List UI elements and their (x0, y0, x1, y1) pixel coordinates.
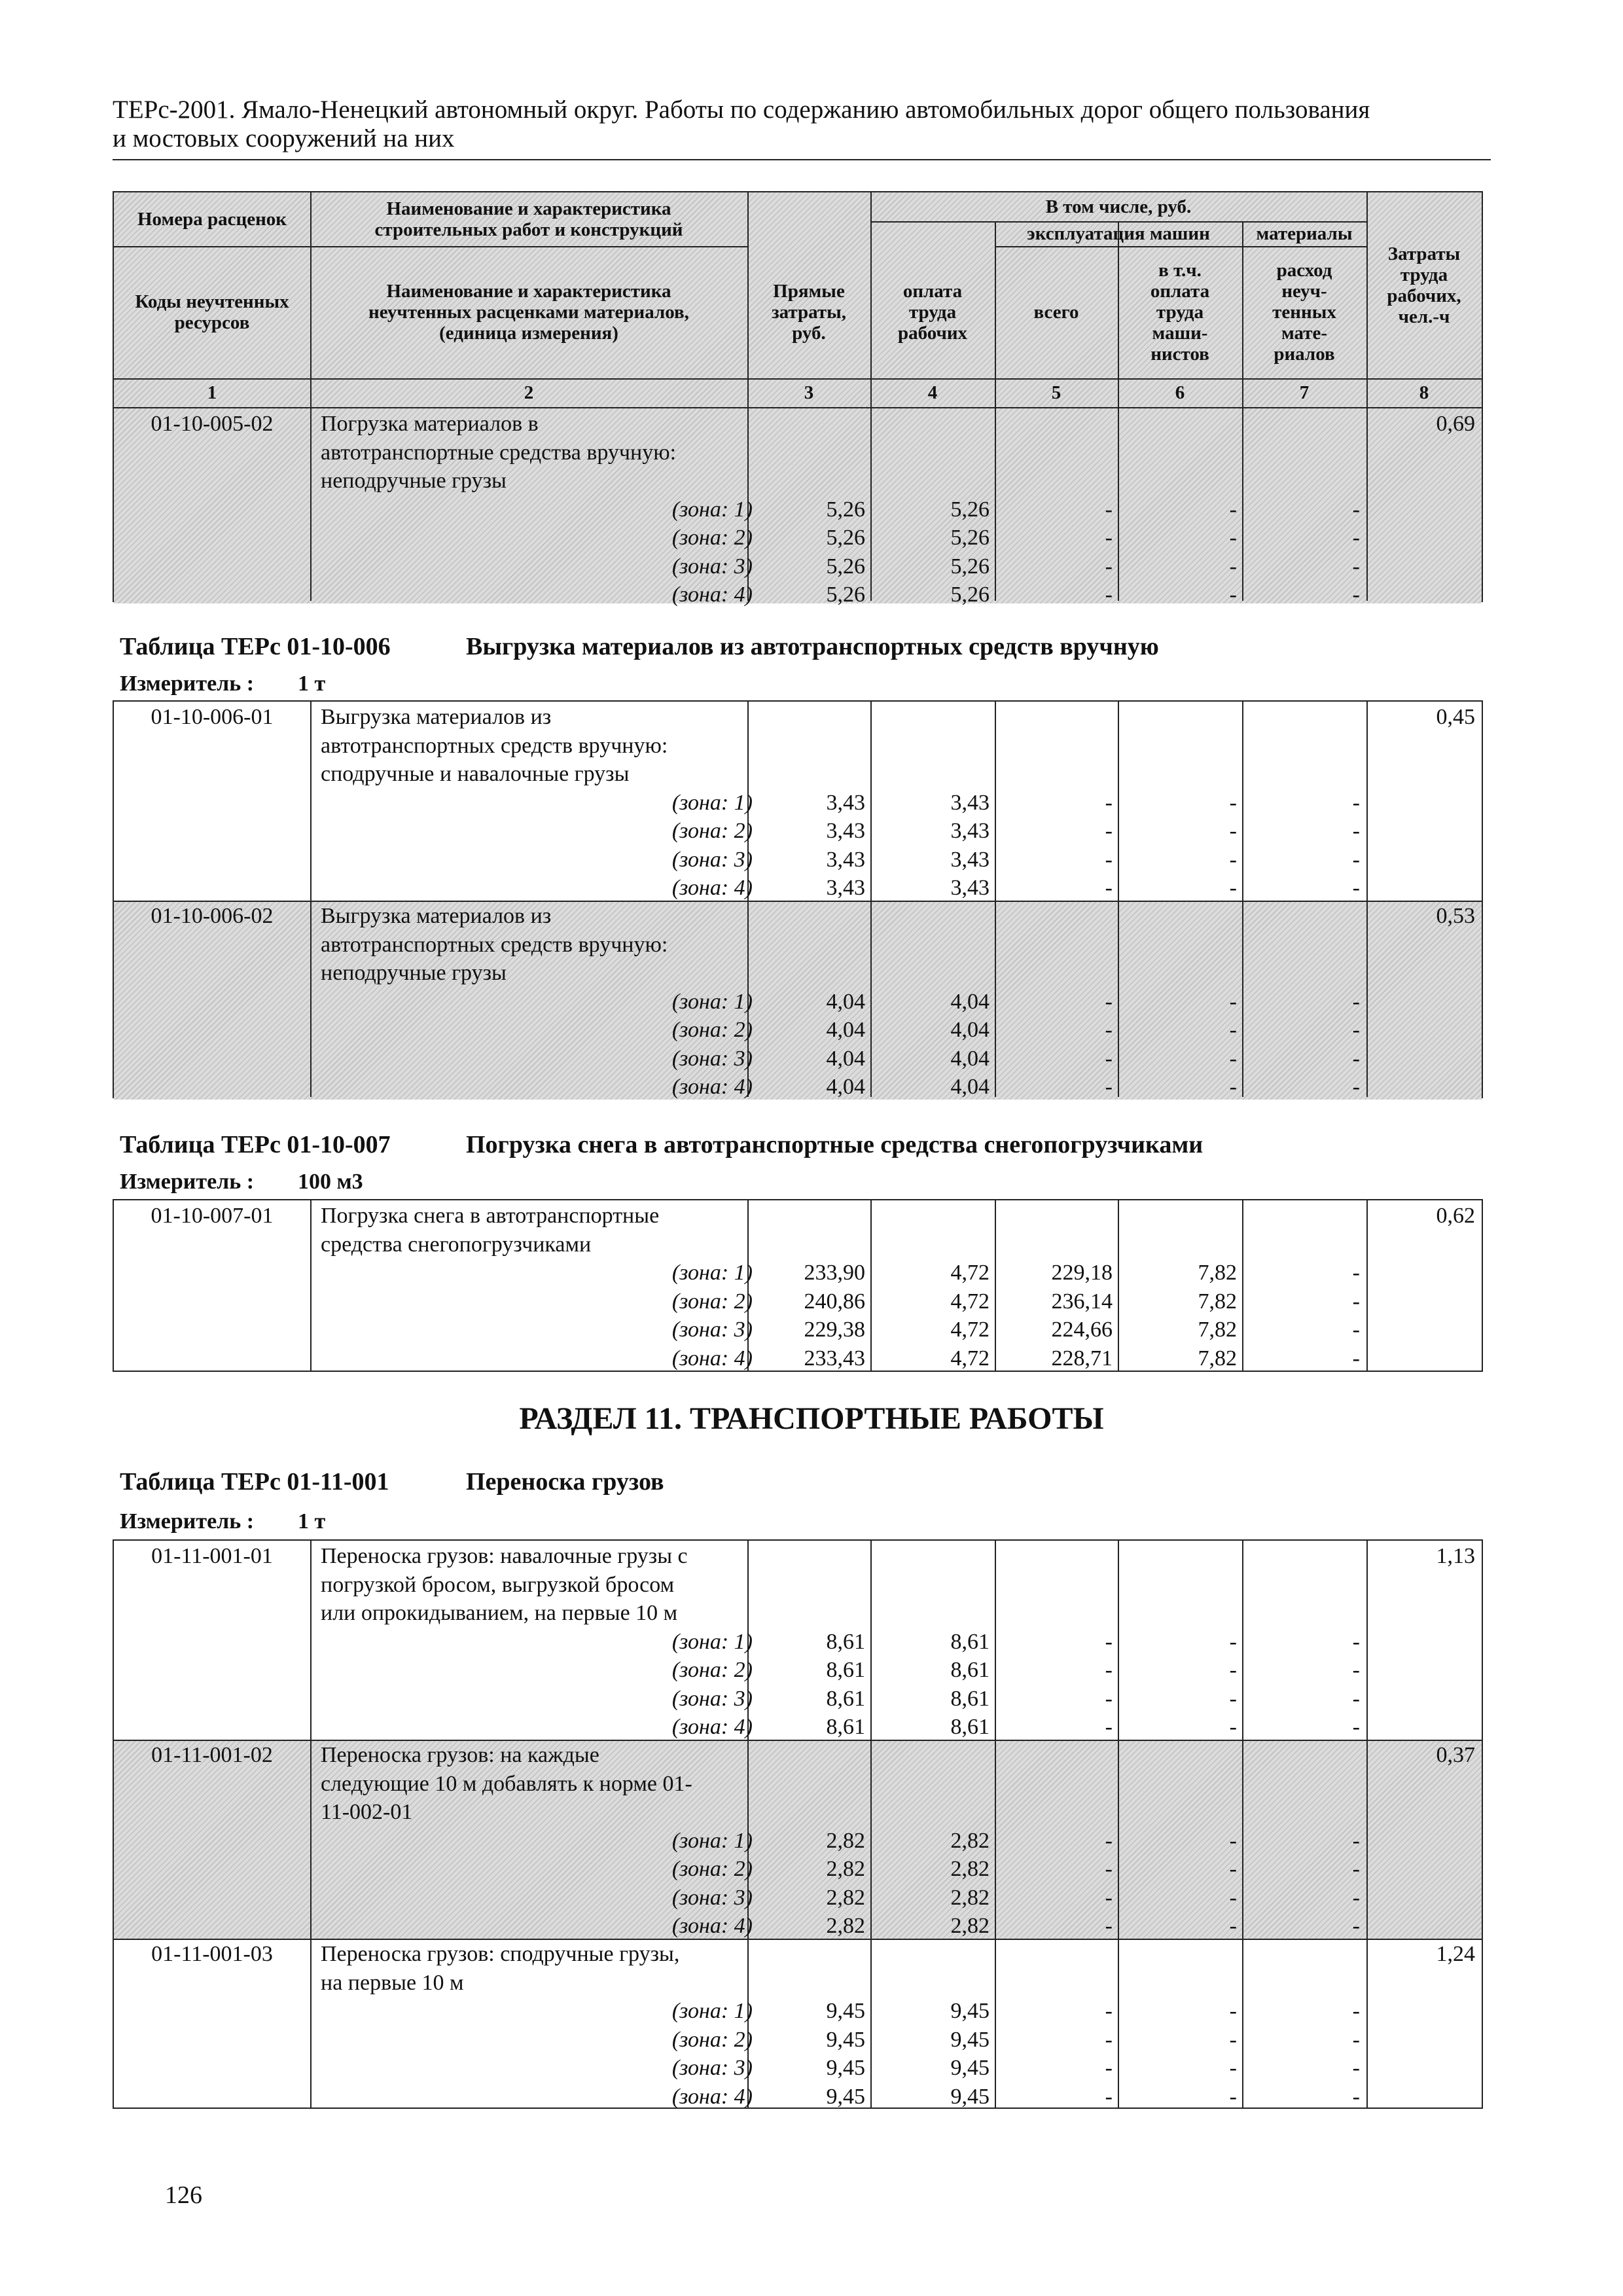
materials-value: - (1352, 1999, 1360, 2023)
zone-label: (зона: 2) (671, 819, 753, 843)
rate-code: 01-11-001-01 (151, 1544, 273, 1568)
rate-description-line: автотранспортных средств вручную: (321, 733, 668, 758)
labor-value: 1,24 (1436, 1942, 1475, 1966)
rate-description-line: Переноска грузов: навалочные грузы с (321, 1544, 688, 1568)
labor-value: 0,69 (1436, 412, 1475, 436)
section-heading: РАЗДЕЛ 11. ТРАНСПОРТНЫЕ РАБОТЫ (519, 1401, 1104, 1436)
table-title-code: Таблица ТЕРс 01-10-006 (120, 633, 391, 660)
machines-total-value: 236,14 (1051, 1289, 1113, 1314)
rate-code: 01-11-001-02 (151, 1743, 273, 1767)
direct-cost-value: 5,26 (826, 554, 865, 579)
materials-value: - (1352, 2084, 1360, 2109)
machinist-pay-value: - (1229, 1885, 1237, 1910)
materials-value: - (1352, 819, 1360, 843)
labor-value: 0,45 (1436, 705, 1475, 729)
machinist-pay-value: 7,82 (1198, 1318, 1237, 1342)
direct-cost-value: 5,26 (826, 583, 865, 607)
col-resource-codes: Коды неучтенных ресурсов (135, 291, 289, 333)
worker-pay-value: 8,61 (950, 1629, 990, 1654)
rate-description-line: сподручные и навалочные грузы (321, 762, 630, 786)
zone-label: (зона: 2) (671, 526, 753, 550)
materials-value: - (1352, 1318, 1360, 1342)
materials-value: - (1352, 989, 1360, 1014)
materials-value: - (1352, 2027, 1360, 2052)
worker-pay-value: 3,43 (950, 876, 990, 900)
machines-total-value: - (1105, 583, 1113, 607)
direct-cost-value: 240,86 (804, 1289, 865, 1314)
machines-total-value: - (1105, 790, 1113, 815)
table-title-text: Выгрузка материалов из автотранспортных средств вручную (466, 633, 1159, 660)
worker-pay-value: 4,04 (950, 1046, 990, 1071)
zone-label: (зона: 1) (671, 1828, 753, 1853)
machines-total-value: - (1105, 2084, 1113, 2109)
rate-description-line: неподручные грузы (321, 961, 507, 985)
worker-pay-value: 4,04 (950, 989, 990, 1014)
direct-cost-value: 2,82 (826, 1914, 865, 1938)
materials-value: - (1352, 1629, 1360, 1654)
materials-value: - (1352, 1018, 1360, 1042)
materials-value: - (1352, 1289, 1360, 1314)
table-title-text: Переноска грузов (466, 1468, 664, 1496)
rate-code: 01-10-007-01 (151, 1204, 274, 1228)
machinist-pay-value: - (1229, 2056, 1237, 2080)
zone-label: (зона: 4) (671, 1914, 753, 1938)
direct-cost-value: 2,82 (826, 1828, 865, 1853)
materials-value: - (1352, 583, 1360, 607)
machinist-pay-value: - (1229, 583, 1237, 607)
machines-total-value: - (1105, 876, 1113, 900)
machinist-pay-value: - (1229, 1857, 1237, 1881)
rate-description-line: Погрузка материалов в (321, 412, 539, 436)
zone-label: (зона: 1) (671, 989, 753, 1014)
zone-label: (зона: 2) (671, 1857, 753, 1881)
machines-total-value: 228,71 (1051, 1346, 1113, 1371)
direct-cost-value: 229,38 (804, 1318, 865, 1342)
direct-cost-value: 8,61 (826, 1715, 865, 1739)
direct-cost-value: 3,43 (826, 847, 865, 872)
page-header-line1: ТЕРс-2001. Ямало-Ненецкий автономный округ. Работы по содержанию автомобильных дорог общего пользования (113, 96, 1370, 124)
zone-label: (зона: 1) (671, 1629, 753, 1654)
rate-description-line: Погрузка снега в автотранспортные (321, 1204, 660, 1228)
rate-code: 01-10-006-01 (151, 705, 274, 729)
col-num-7: 7 (1299, 382, 1310, 403)
machines-total-value: - (1105, 1914, 1113, 1938)
machines-total-value: - (1105, 989, 1113, 1014)
col-machines-total: всего (1033, 302, 1079, 323)
machines-total-value: - (1105, 1828, 1113, 1853)
col-num-8: 8 (1419, 382, 1429, 403)
zone-label: (зона: 1) (671, 1261, 753, 1285)
col-worker-pay: оплата труда рабочих (897, 281, 968, 344)
col-direct-costs: Прямые затраты, руб. (771, 281, 847, 344)
table-01-10-006 (113, 700, 1483, 1098)
machines-total-value: - (1105, 1018, 1113, 1042)
worker-pay-value: 5,26 (950, 526, 990, 550)
materials-value: - (1352, 1261, 1360, 1285)
table-01-11-001 (113, 1539, 1483, 2109)
machinist-pay-value: - (1229, 526, 1237, 550)
worker-pay-value: 5,26 (950, 554, 990, 579)
col-num-6: 6 (1175, 382, 1185, 403)
table-title-code: Таблица ТЕРс 01-10-007 (120, 1131, 391, 1158)
zone-label: (зона: 4) (671, 876, 753, 900)
zone-label: (зона: 4) (671, 1715, 753, 1739)
machinist-pay-value: - (1229, 819, 1237, 843)
machines-total-value: - (1105, 1075, 1113, 1099)
machines-total-value: - (1105, 1857, 1113, 1881)
machines-total-value: 224,66 (1051, 1318, 1113, 1342)
materials-value: - (1352, 1658, 1360, 1682)
col-including: В том числе, руб. (1045, 196, 1192, 217)
col-material-name: Наименование и характеристика неучтенных расценками материалов, (единица измерения) (368, 281, 689, 344)
materials-value: - (1352, 2056, 1360, 2080)
worker-pay-value: 4,72 (950, 1318, 990, 1342)
machinist-pay-value: - (1229, 1018, 1237, 1042)
rates-table-head (113, 191, 1483, 607)
worker-pay-value: 4,72 (950, 1289, 990, 1314)
machines-total-value: - (1105, 1046, 1113, 1071)
machinist-pay-value: - (1229, 847, 1237, 872)
table-01-10-007 (113, 1199, 1483, 1372)
zone-label: (зона: 3) (671, 2056, 753, 2080)
zone-label: (зона: 2) (671, 1289, 753, 1314)
machines-total-value: - (1105, 1715, 1113, 1739)
worker-pay-value: 8,61 (950, 1715, 990, 1739)
materials-value: - (1352, 554, 1360, 579)
direct-cost-value: 2,82 (826, 1857, 865, 1881)
col-work-name: Наименование и характеристика строительных работ и конструкций (374, 198, 683, 240)
zone-label: (зона: 3) (671, 1686, 753, 1711)
col-materials: материалы (1256, 223, 1353, 244)
zone-label: (зона: 2) (671, 1658, 753, 1682)
machinist-pay-value: 7,82 (1198, 1289, 1237, 1314)
worker-pay-value: 8,61 (950, 1686, 990, 1711)
materials-value: - (1352, 1715, 1360, 1739)
rate-description-line: погрузкой бросом, выгрузкой бросом (321, 1572, 675, 1597)
machines-total-value: - (1105, 847, 1113, 872)
materials-value: - (1352, 1914, 1360, 1938)
materials-value: - (1352, 1686, 1360, 1711)
machines-total-value: - (1105, 554, 1113, 579)
direct-cost-value: 2,82 (826, 1885, 865, 1910)
col-unaccounted-materials: расход неуч-тенных мате-риалов (1272, 260, 1336, 365)
rate-description-line: следующие 10 м добавлять к норме 01- (321, 1771, 692, 1796)
rate-description-line: автотранспортные средства вручную: (321, 440, 677, 465)
direct-cost-value: 5,26 (826, 526, 865, 550)
worker-pay-value: 3,43 (950, 819, 990, 843)
col-labor-costs: Затраты труда рабочих, чел.-ч (1387, 243, 1461, 327)
machinist-pay-value: 7,82 (1198, 1261, 1237, 1285)
materials-value: - (1352, 847, 1360, 872)
worker-pay-value: 4,04 (950, 1075, 990, 1099)
measure-label: Измеритель : (120, 1170, 255, 1194)
rate-code: 01-11-001-03 (151, 1942, 273, 1966)
machinist-pay-value: - (1229, 1075, 1237, 1099)
materials-value: - (1352, 1046, 1360, 1071)
direct-cost-value: 5,26 (826, 497, 865, 522)
machinist-pay-value: - (1229, 1629, 1237, 1654)
measure-label: Измеритель : (120, 672, 255, 696)
machinist-pay-value: - (1229, 790, 1237, 815)
labor-value: 1,13 (1436, 1544, 1475, 1568)
direct-cost-value: 9,45 (826, 2027, 865, 2052)
col-machinist-pay: в т.ч. оплата труда маши-нистов (1150, 260, 1210, 365)
rate-code: 01-10-005-02 (151, 412, 274, 436)
rate-description-line: средства снегопогрузчиками (321, 1232, 592, 1257)
direct-cost-value: 3,43 (826, 819, 865, 843)
worker-pay-value: 3,43 (950, 847, 990, 872)
zone-label: (зона: 4) (671, 1346, 753, 1371)
direct-cost-value: 4,04 (826, 1046, 865, 1071)
materials-value: - (1352, 790, 1360, 815)
direct-cost-value: 3,43 (826, 876, 865, 900)
zone-label: (зона: 1) (671, 1999, 753, 2023)
zone-label: (зона: 3) (671, 1046, 753, 1071)
col-num-2: 2 (524, 382, 534, 403)
header-rule (113, 159, 1491, 160)
col-rate-numbers: Номера расценок (137, 209, 287, 230)
materials-value: - (1352, 497, 1360, 522)
direct-cost-value: 233,43 (804, 1346, 865, 1371)
machinist-pay-value: - (1229, 2084, 1237, 2109)
rate-description-line: 11-002-01 (321, 1800, 413, 1824)
worker-pay-value: 4,72 (950, 1346, 990, 1371)
direct-cost-value: 4,04 (826, 1075, 865, 1099)
direct-cost-value: 9,45 (826, 1999, 865, 2023)
zone-label: (зона: 3) (671, 1885, 753, 1910)
machines-total-value: - (1105, 1999, 1113, 2023)
materials-value: - (1352, 526, 1360, 550)
rate-description-line: Выгрузка материалов из (321, 904, 552, 928)
direct-cost-value: 3,43 (826, 790, 865, 815)
machines-total-value: - (1105, 1629, 1113, 1654)
direct-cost-value: 9,45 (826, 2084, 865, 2109)
machinist-pay-value: - (1229, 989, 1237, 1014)
machinist-pay-value: - (1229, 1999, 1237, 2023)
rate-description-line: Переноска грузов: на каждые (321, 1743, 599, 1767)
rate-description-line: Выгрузка материалов из (321, 705, 552, 729)
table-title-text: Погрузка снега в автотранспортные средства снегопогрузчиками (466, 1131, 1204, 1158)
machines-total-value: 229,18 (1051, 1261, 1113, 1285)
machinist-pay-value: - (1229, 554, 1237, 579)
worker-pay-value: 4,04 (950, 1018, 990, 1042)
machinist-pay-value: - (1229, 1914, 1237, 1938)
zone-label: (зона: 2) (671, 2027, 753, 2052)
worker-pay-value: 9,45 (950, 2027, 990, 2052)
labor-value: 0,62 (1436, 1204, 1475, 1228)
col-num-4: 4 (927, 382, 938, 403)
worker-pay-value: 8,61 (950, 1658, 990, 1682)
machinist-pay-value: - (1229, 1046, 1237, 1071)
worker-pay-value: 3,43 (950, 790, 990, 815)
machines-total-value: - (1105, 2027, 1113, 2052)
zone-label: (зона: 4) (671, 2084, 753, 2109)
machinist-pay-value: - (1229, 1686, 1237, 1711)
zone-label: (зона: 3) (671, 847, 753, 872)
zone-label: (зона: 4) (671, 1075, 753, 1099)
worker-pay-value: 4,72 (950, 1261, 990, 1285)
measure-value: 1 т (298, 672, 326, 696)
rate-description-line: Переноска грузов: сподручные грузы, (321, 1942, 680, 1966)
rate-description-line: автотранспортных средств вручную: (321, 932, 668, 957)
machinist-pay-value: - (1229, 497, 1237, 522)
rate-description-line: на первые 10 м (321, 1970, 464, 1995)
materials-value: - (1352, 1857, 1360, 1881)
rate-description-line: неподручные грузы (321, 469, 507, 493)
machinist-pay-value: - (1229, 2027, 1237, 2052)
machines-total-value: - (1105, 497, 1113, 522)
materials-value: - (1352, 1075, 1360, 1099)
worker-pay-value: 9,45 (950, 2084, 990, 2109)
page-header-line2: и мостовых сооружений на них (113, 124, 455, 152)
measure-value: 100 м3 (298, 1170, 363, 1194)
zone-label: (зона: 2) (671, 1018, 753, 1042)
machinist-pay-value: 7,82 (1198, 1346, 1237, 1371)
col-num-5: 5 (1051, 382, 1061, 403)
worker-pay-value: 2,82 (950, 1828, 990, 1853)
machines-total-value: - (1105, 819, 1113, 843)
worker-pay-value: 9,45 (950, 2056, 990, 2080)
machinist-pay-value: - (1229, 876, 1237, 900)
direct-cost-value: 8,61 (826, 1658, 865, 1682)
direct-cost-value: 4,04 (826, 989, 865, 1014)
zone-label: (зона: 1) (671, 497, 753, 522)
machines-total-value: - (1105, 2056, 1113, 2080)
machinist-pay-value: - (1229, 1658, 1237, 1682)
direct-cost-value: 8,61 (826, 1629, 865, 1654)
zone-label: (зона: 1) (671, 790, 753, 815)
worker-pay-value: 9,45 (950, 1999, 990, 2023)
materials-value: - (1352, 1828, 1360, 1853)
worker-pay-value: 5,26 (950, 497, 990, 522)
labor-value: 0,53 (1436, 904, 1475, 928)
machines-total-value: - (1105, 1686, 1113, 1711)
table-title-code: Таблица ТЕРс 01-11-001 (120, 1468, 389, 1496)
measure-value: 1 т (298, 1509, 326, 1534)
labor-value: 0,37 (1436, 1743, 1475, 1767)
zone-label: (зона: 4) (671, 583, 753, 607)
worker-pay-value: 2,82 (950, 1914, 990, 1938)
zone-label: (зона: 3) (671, 554, 753, 579)
page-number: 126 (165, 2181, 202, 2209)
direct-cost-value: 4,04 (826, 1018, 865, 1042)
machinist-pay-value: - (1229, 1715, 1237, 1739)
col-num-1: 1 (207, 382, 217, 403)
page-header (113, 96, 1487, 153)
direct-cost-value: 9,45 (826, 2056, 865, 2080)
measure-label: Измеритель : (120, 1509, 255, 1534)
machines-total-value: - (1105, 526, 1113, 550)
rate-code: 01-10-006-02 (151, 904, 274, 928)
col-num-3: 3 (804, 382, 814, 403)
materials-value: - (1352, 1885, 1360, 1910)
direct-cost-value: 233,90 (804, 1261, 865, 1285)
col-machines: эксплуатация машин (1027, 223, 1210, 244)
machinist-pay-value: - (1229, 1828, 1237, 1853)
materials-value: - (1352, 1346, 1360, 1371)
worker-pay-value: 5,26 (950, 583, 990, 607)
machines-total-value: - (1105, 1658, 1113, 1682)
worker-pay-value: 2,82 (950, 1885, 990, 1910)
zone-label: (зона: 3) (671, 1318, 753, 1342)
direct-cost-value: 8,61 (826, 1686, 865, 1711)
materials-value: - (1352, 876, 1360, 900)
machines-total-value: - (1105, 1885, 1113, 1910)
worker-pay-value: 2,82 (950, 1857, 990, 1881)
rate-description-line: или опрокидыванием, на первые 10 м (321, 1601, 678, 1625)
